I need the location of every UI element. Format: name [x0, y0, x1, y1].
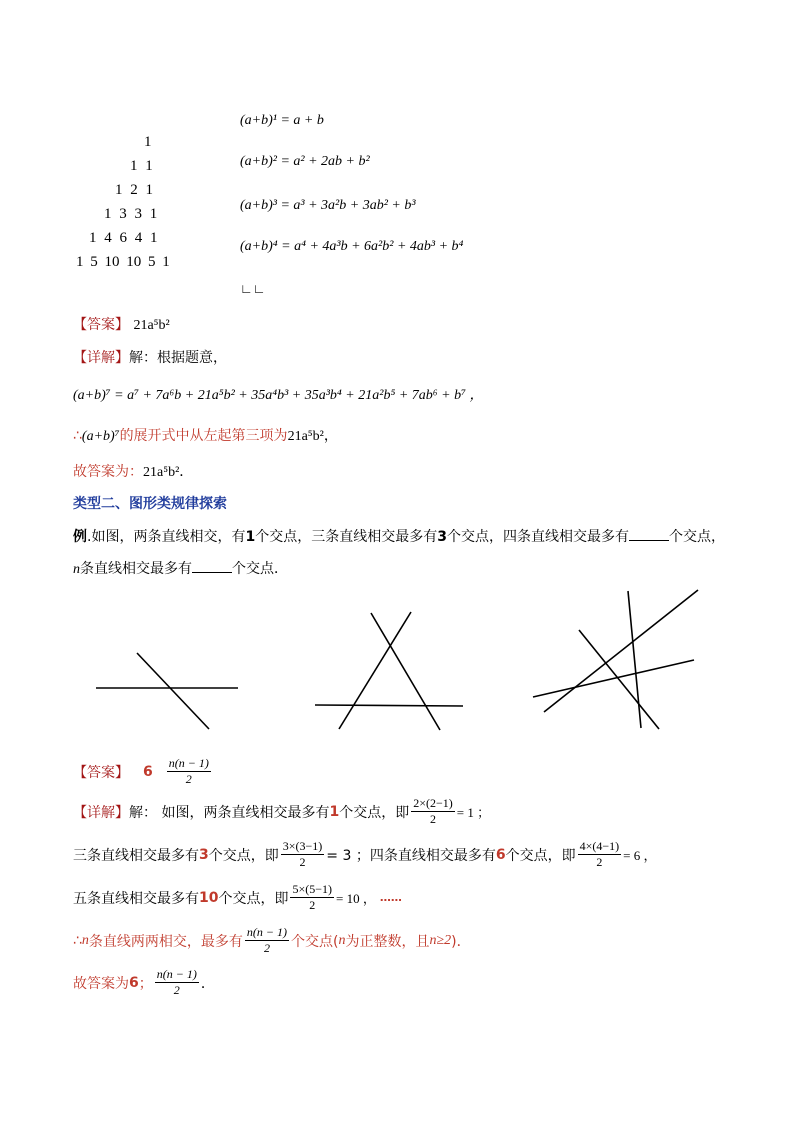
example-label: 例 [73, 529, 87, 545]
therefore-expression: (a+b)⁷ [81, 429, 120, 444]
conclusion-value: 21a⁵b² [143, 465, 180, 480]
fraction-numerator: n(n − 1) [168, 756, 209, 770]
detail-tag: 【详解】 [73, 350, 129, 366]
figure-4-line-b [628, 591, 641, 728]
figure-3-line-a [315, 705, 463, 706]
detail-2-text-4d: 为正整数，且 [345, 933, 430, 950]
answer-1-line [73, 314, 170, 334]
detail-2-n-2: n [338, 932, 346, 948]
expansion-2: (a+b)² = a² + 2ab + b² [240, 154, 370, 169]
detail-2-num-1: 1 [329, 803, 340, 820]
detail-1-intro-text: 解：根据题意， [129, 350, 227, 366]
fraction-denominator: 2 [429, 812, 436, 826]
detail-2-line-5 [73, 968, 215, 997]
detail-2-num-10: 10 [199, 889, 219, 906]
intersecting-lines-figures [0, 580, 794, 745]
detail-1-expansion: (a+b)⁷ = a⁷ + 7a⁶b + 21a⁵b² + 35a⁴b³ + 35a³b⁴ + 21a²b⁵ + 7ab⁶ + b⁷ ， [73, 388, 484, 403]
detail-2-line-2 [73, 840, 656, 869]
detail-1-therefore [73, 425, 338, 445]
figure-4-line-d [544, 590, 698, 712]
answer-tag: 【答案】 [73, 317, 129, 333]
detail-2-text-4c: 个交点( [291, 933, 339, 950]
fraction-numerator: 4×(4−1) [579, 839, 620, 853]
detail-2-num-6: 6 [495, 846, 506, 863]
fraction-denominator: 2 [309, 898, 316, 912]
detail-2-text-3b: 个交点，即 [218, 890, 289, 907]
pascal-row-5: 1 4 6 4 1 [89, 230, 158, 246]
detail-2-text-1a: 解： 如图，两条直线相交最多有 [129, 804, 330, 821]
therefore-value: 21a⁵b² [287, 429, 324, 444]
example-text-2a: 条直线相交最多有 [80, 561, 192, 577]
conclusion-separator: ； [138, 975, 153, 992]
figure-two-lines [96, 653, 238, 729]
conclusion-end: ． [200, 975, 215, 992]
fraction-denominator: 2 [173, 983, 180, 997]
detail-2-result-2: = 6 ， [623, 848, 657, 863]
fraction-numerator: n(n − 1) [246, 925, 288, 939]
answer-blank-1 [629, 528, 669, 541]
figure-4-line-a [533, 660, 694, 697]
fraction-numerator: 3×(3−1) [282, 839, 323, 853]
example-num-3: 3 [437, 529, 447, 545]
detail-2-n: n [81, 932, 89, 948]
fraction-numerator: 2×(2−1) [413, 796, 453, 810]
example-text-1b: 个交点，三条直线相交最多有 [255, 529, 438, 545]
conclusion-text: 故答案为： [73, 464, 143, 480]
expansion-3: (a+b)³ = a³ + 3a²b + 3ab² + b³ [240, 198, 416, 213]
fraction-general [245, 926, 289, 955]
example-n: n [73, 562, 80, 577]
pascal-row-1: 1 [144, 134, 152, 150]
detail-2-line-3 [73, 883, 402, 912]
detail-2-text-1b: 个交点，即 [339, 804, 410, 821]
therefore-symbol: ∴ [73, 932, 82, 949]
detail-2-text-4e: )． [451, 933, 471, 950]
detail-2-line-1 [73, 797, 490, 826]
therefore-symbol: ∴ [73, 428, 82, 444]
pascal-row-6: 1 5 10 10 5 1 [76, 254, 170, 270]
figure-four-lines [533, 590, 698, 729]
fraction-denominator: 2 [596, 855, 603, 869]
section-title: 类型二、图形类规律探索 [73, 496, 227, 512]
example-line-1 [73, 526, 725, 546]
detail-2-text-2c: = 3 ；四条直线相交最多有 [326, 847, 496, 864]
answer-tag: 【答案】 [73, 764, 129, 781]
fraction-5 [290, 883, 334, 912]
fraction-denominator: 2 [299, 855, 306, 869]
figure-2-line-b [137, 653, 209, 729]
therefore-end: ， [323, 428, 338, 444]
fraction-numerator: 5×(5−1) [292, 882, 333, 896]
detail-tag: 【详解】 [73, 804, 129, 821]
conclusion-fraction [155, 968, 199, 997]
example-text-2b: 个交点． [232, 561, 288, 577]
answer-1-value: 21a⁵b² [133, 318, 170, 333]
example-text-1d: 个交点， [668, 529, 725, 545]
detail-2-condition: n≥2 [429, 932, 452, 948]
conclusion-value-6: 6 [129, 974, 139, 991]
fraction-3 [281, 840, 325, 869]
detail-2-result-3: = 10 ， [336, 891, 376, 906]
fraction-denominator: 2 [185, 772, 192, 786]
pascal-row-2: 1 1 [130, 158, 153, 174]
figure-3-line-b [371, 613, 440, 730]
pascal-row-3: 1 2 1 [115, 182, 153, 198]
answer-2-line [73, 757, 213, 786]
conclusion-text: 故答案为 [73, 975, 129, 992]
figure-4-line-c [579, 630, 659, 729]
example-line-2 [73, 558, 288, 578]
example-text-1c: 个交点，四条直线相交最多有 [446, 529, 629, 545]
expansion-1: (a+b)¹ = a + b [240, 113, 324, 128]
detail-2-text-2a: 三条直线相交最多有 [73, 847, 199, 864]
detail-2-line-4 [73, 926, 471, 955]
detail-2-num-3: 3 [199, 846, 209, 863]
expansion-4: (a+b)⁴ = a⁴ + 4a³b + 6a²b² + 4ab³ + b⁴ [240, 239, 464, 254]
expansion-ellipsis: ∟∟ [240, 281, 266, 296]
detail-2-text-4b: 条直线两两相交，最多有 [88, 933, 243, 950]
detail-2-text-2b: 个交点，即 [208, 847, 279, 864]
answer-2-fraction [167, 757, 211, 786]
example-text-1a: .如图，两条直线相交，有 [87, 529, 246, 545]
figure-3-line-c [339, 612, 411, 729]
pascal-row-4: 1 3 3 1 [104, 206, 158, 222]
detail-1-conclusion [73, 461, 193, 481]
detail-2-ellipsis: …… [379, 891, 402, 904]
therefore-text: 的展开式中从左起第三项为 [119, 428, 288, 444]
conclusion-end: ． [179, 464, 194, 480]
fraction-4 [578, 840, 622, 869]
answer-blank-2 [192, 560, 232, 573]
fraction-denominator: 2 [263, 941, 270, 955]
detail-2-result-1: = 1 ； [456, 805, 491, 820]
fraction-numerator: n(n − 1) [156, 967, 197, 981]
fraction-2 [411, 797, 455, 826]
detail-2-text-3a: 五条直线相交最多有 [73, 890, 199, 907]
detail-1-intro [73, 347, 227, 367]
detail-2-text-2d: 个交点，即 [505, 847, 576, 864]
figure-three-lines [315, 612, 463, 730]
example-num-1: 1 [245, 529, 256, 545]
answer-2-value: 6 [143, 763, 153, 780]
